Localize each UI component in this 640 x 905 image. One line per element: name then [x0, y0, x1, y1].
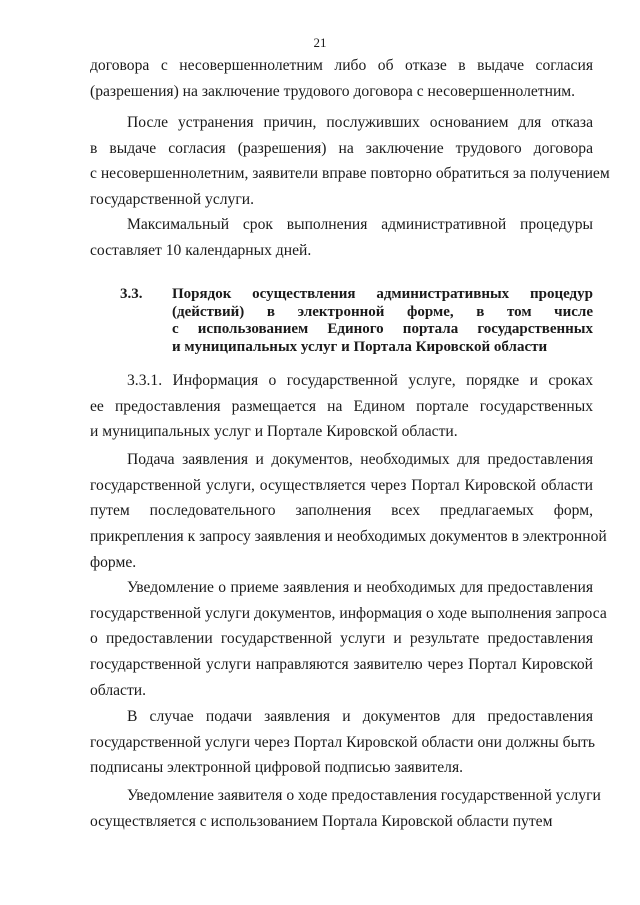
text-line: государственной услуги направляются заявителю через Портал Кировской [90, 656, 593, 674]
section-number: 3.3. [120, 286, 143, 302]
text-line: составляет 10 календарных дней. [90, 241, 312, 259]
text-line: государственной услуги через Портал Кировской области они должны быть [90, 733, 595, 751]
text-line: Уведомление о приеме заявления и необходимых для предоставления [127, 579, 593, 596]
text-line: договора с несовершеннолетним либо об отказе в выдаче согласия [90, 57, 593, 74]
text-line: осуществляется с использованием Портала Кировской области путем [90, 812, 553, 830]
text-line: После устранения причин, послуживших основанием для отказа [127, 114, 593, 131]
text-line: области. [90, 681, 147, 699]
text-line: в выдаче согласия (разрешения) на заключение трудового договора [90, 139, 593, 157]
text-line: В случае подачи заявления и документов для предоставления [127, 708, 593, 725]
text-line: и муниципальных услуг и Портале Кировской области. [90, 423, 458, 441]
text-line: (разрешения) на заключение трудового договора с несовершеннолетним. [90, 82, 576, 100]
text-line: о предоставлении государственной услуги и результате предоставления [90, 630, 593, 648]
text-line: подписаны электронной цифровой подписью заявителя. [90, 759, 464, 777]
section-heading-line: Порядок осуществления административных процедур [172, 286, 593, 302]
text-line: 3.3.1. Информация о государственной услуге, порядке и сроках [127, 372, 593, 389]
text-line: прикрепления к запросу заявления и необходимых документов в электронной [90, 528, 607, 546]
text-line: Уведомление заявителя о ходе предоставления государственной услуги [127, 787, 601, 804]
section-heading-line: и муниципальных услуг и Портала Кировской области [172, 338, 548, 355]
text-line: Максимальный срок выполнения административной процедуры [127, 216, 593, 233]
text-line: государственной услуги документов, информация о ходе выполнения запроса [90, 604, 607, 622]
text-line: форме. [90, 553, 137, 571]
page-number: 21 [313, 35, 327, 50]
text-line: государственной услуги. [90, 191, 254, 209]
text-line: государственной услуги, осуществляется через Портал Кировской области [90, 476, 593, 494]
text-line: ее предоставления размещается на Едином портале государственных [90, 397, 593, 415]
text-line: Подача заявления и документов, необходимых для предоставления [127, 451, 593, 468]
section-heading-line: (действий) в электронной форме, в том числе [172, 303, 593, 320]
text-line: путем последовательного заполнения всех предлагаемых форм, [90, 502, 593, 520]
text-line: с несовершеннолетним, заявители вправе повторно обратиться за получением [90, 165, 610, 183]
section-heading-line: с использованием Единого портала государственных [172, 321, 593, 337]
